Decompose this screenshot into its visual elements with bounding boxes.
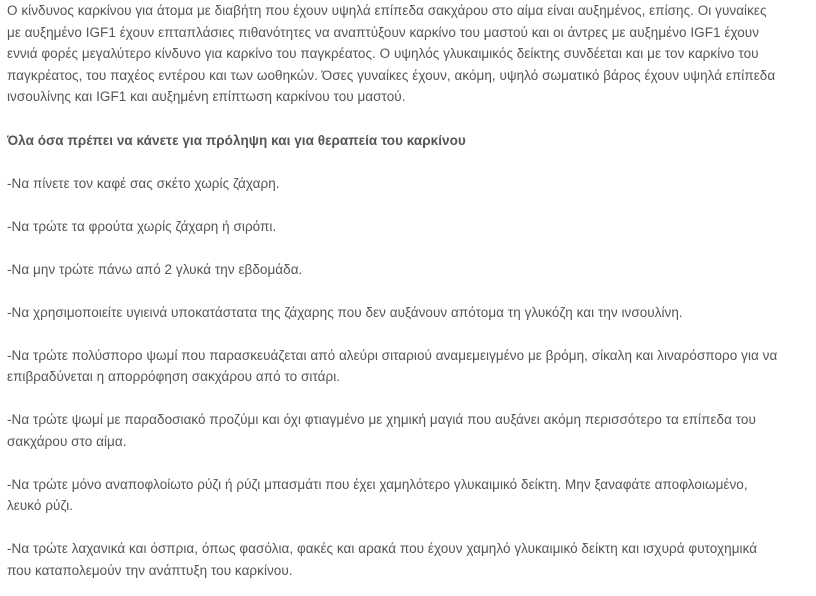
intro-line: ινσουλίνης και IGF1 και αυξημένη επίπτωση καρκίνου του μαστού. xyxy=(7,89,406,104)
list-item-line: -Να πίνετε τον καφέ σας σκέτο χωρίς ζάχαρη. xyxy=(7,175,280,191)
list-item xyxy=(7,216,812,238)
list-item xyxy=(7,538,812,581)
intro-paragraph xyxy=(7,0,812,108)
list-item xyxy=(7,345,812,388)
list-item-line: λευκό ρύζι. xyxy=(7,498,74,513)
section-heading: Όλα όσα πρέπει να κάνετε για πρόληψη και για θεραπεία του καρκίνου xyxy=(7,132,466,148)
article-body xyxy=(7,0,812,581)
list-item-line: που καταπολεμούν την ανάπτυξη του καρκίνου. xyxy=(7,562,293,578)
list-item-line: -Να τρώτε μόνο αναποφλοίωτο ρύζι ή ρύζι μπασμάτι που έχει χαμηλότερο γλυκαιμικό δείκτη. Μην ξαναφάτε αποφλοιωμένο, xyxy=(7,476,748,492)
list-item xyxy=(7,259,812,281)
list-item-line: -Να τρώτε λαχανικά και όσπρια, όπως φασόλια, φακές και αρακά που έχουν χαμηλό γλυκαιμικό δείκτη και ισχυρά φυτοχημικά xyxy=(7,541,758,556)
list-item xyxy=(7,173,812,195)
list-item-line: -Να τρώτε ψωμί με παραδοσιακό προζύμι και όχι φτιαγμένο με χημική μαγιά που αυξάνει ακόμη περισσότερο τα επίπεδα του xyxy=(7,412,756,427)
list-item-line: σακχάρου στο αίμα. xyxy=(7,433,127,449)
list-item xyxy=(7,302,812,324)
list-item xyxy=(7,474,812,517)
list-item-line: -Να μην τρώτε πάνω από 2 γλυκά την εβδομάδα. xyxy=(7,261,303,277)
intro-line: με αυξημένο IGF1 έχουν επταπλάσιες πιθανότητες να αναπτύξουν καρκίνο του μαστού και οι άντρες με αυξημένο IGF1 έχουν xyxy=(7,24,760,40)
intro-line: Ο κίνδυνος καρκίνου για άτομα με διαβήτη που έχουν υψηλά επίπεδα σακχάρου στο αίμα είναι αυξημένος, επίσης. Οι γυναίκες xyxy=(7,3,767,18)
intro-line: εννιά φορές μεγαλύτερο κίνδυνο για καρκίνο του παγκρέατος. Ο υψηλός γλυκαιμικός δείκτης συνδέεται και με τον καρκίνο του xyxy=(7,46,759,61)
list-item xyxy=(7,409,812,452)
list-item-line: -Να τρώτε τα φρούτα χωρίς ζάχαρη ή σιρόπι. xyxy=(7,218,277,234)
list-item-line: -Να τρώτε πολύσπορο ψωμί που παρασκευάζεται από αλεύρι σιταριού αναμεμειγμένο με βρόμη, σίκαλη και λιναρόσπορο για να xyxy=(7,347,778,363)
list-item-line: επιβραδύνεται η απορρόφηση σακχάρου από το σιτάρι. xyxy=(7,369,341,384)
list-item-line: -Να χρησιμοποιείτε υγιεινά υποκατάστατα της ζάχαρης που δεν αυξάνουν απότομα τη γλυκόζη και την ινσουλίνη. xyxy=(7,304,683,320)
intro-line: παγκρέατος, του παχέος εντέρου και των ωοθηκών. Όσες γυναίκες έχουν, ακόμη, υψηλό σωματικό βάρος έχουν υψηλά επίπεδα xyxy=(7,67,776,83)
